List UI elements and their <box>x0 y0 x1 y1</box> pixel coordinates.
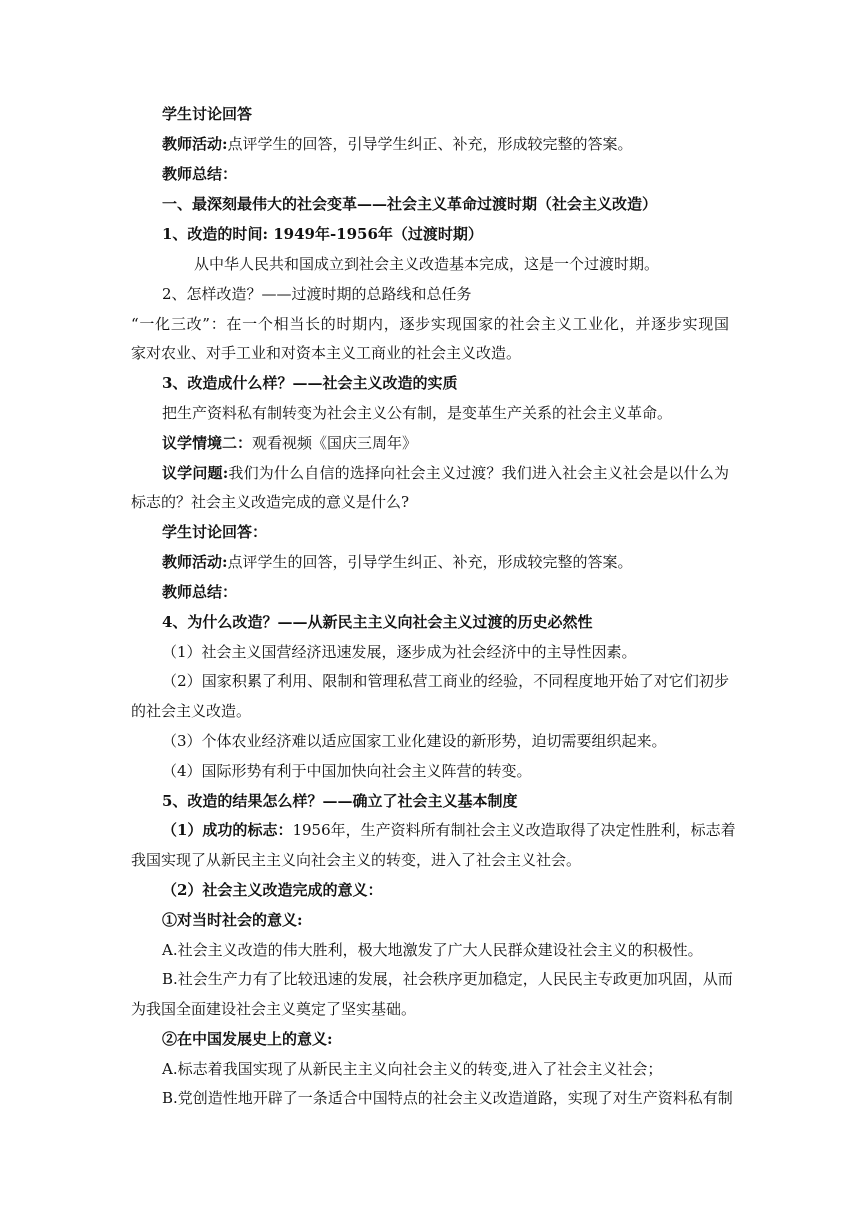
subheading-significance-history: ②在中国发展史上的意义: <box>162 1030 333 1048</box>
heading-student-discussion-1: 学生讨论回答 <box>162 105 253 123</box>
teacher-activity-2: 教师活动:点评学生的回答，引导学生纠正、补充，形成较完整的答案。 <box>162 553 633 571</box>
success-mark-line1: （1）成功的标志：1956年，生产资料所有制社会主义改造取得了决定性胜利，标志着 <box>162 821 736 839</box>
reason-2-line2: 的社会主义改造。 <box>131 702 252 720</box>
significance-then-b-line2: 为我国全面建设社会主义奠定了坚实基础。 <box>131 1000 417 1018</box>
learning-question-line2: 标志的？社会主义改造完成的意义是什么? <box>131 493 410 511</box>
paragraph-one-transformation-line2: 家对农业、对手工业和对资本主义工商业的社会主义改造。 <box>131 344 522 362</box>
learning-scenario-2: 议学情境二：观看视频《国庆三周年》 <box>162 434 418 452</box>
reason-2-line1: （2）国家积累了利用、限制和管理私营工商业的经验，不同程度地开始了对它们初步 <box>162 672 729 690</box>
subheading-reform-significance: （2）社会主义改造完成的意义： <box>162 881 383 899</box>
heading-teacher-summary-1: 教师总结： <box>162 165 238 183</box>
section-heading-1: 一、最深刻最伟大的社会变革——社会主义革命过渡时期（社会主义改造） <box>162 195 658 213</box>
reason-1: （1）社会主义国营经济迅速发展，逐步成为社会经济中的主导性因素。 <box>162 643 637 661</box>
significance-then-a: A.社会主义改造的伟大胜利，极大地激发了广大人民群众建设社会主义的积极性。 <box>162 941 703 959</box>
subheading-significance-then: ①对当时社会的意义: <box>162 911 303 929</box>
significance-history-b: B.党创造性地开辟了一条适合中国特点的社会主义改造道路，实现了对生产资料私有制 <box>162 1089 733 1107</box>
significance-then-b-line1: B.社会生产力有了比较迅速的发展，社会秩序更加稳定，人民民主专政更加巩固，从而 <box>162 970 733 988</box>
subheading-reform-time: 1、改造的时间: 1949年-1956年（过渡时期） <box>162 225 483 243</box>
paragraph-reform-essence: 把生产资料私有制转变为社会主义公有制，是变革生产关系的社会主义革命。 <box>162 404 673 422</box>
teacher-activity-1: 教师活动:点评学生的回答，引导学生纠正、补充，形成较完整的答案。 <box>162 135 633 153</box>
significance-history-a: A.标志着我国实现了从新民主主义向社会主义的转变,进入了社会主义社会； <box>162 1060 663 1078</box>
heading-teacher-summary-2: 教师总结： <box>162 583 238 601</box>
heading-student-discussion-2: 学生讨论回答： <box>162 523 268 541</box>
paragraph-transition-period: 从中华人民共和国成立到社会主义改造基本完成，这是一个过渡时期。 <box>194 255 660 273</box>
paragraph-one-transformation-line1: “一化三改”：在一个相当长的时期内，逐步实现国家的社会主义工业化，并逐步实现国 <box>131 315 729 333</box>
subheading-why-reform: 4、为什么改造？——从新民主主义向社会主义过渡的历史必然性 <box>162 613 593 631</box>
subheading-reform-result: 5、改造的结果怎么样？——确立了社会主义基本制度 <box>162 792 518 810</box>
reason-4: （4）国际形势有利于中国加快向社会主义阵营的转变。 <box>162 762 532 780</box>
learning-question-line1: 议学问题:我们为什么自信的选择向社会主义过渡？我们进入社会主义社会是以什么为 <box>162 464 729 482</box>
subheading-how-reform: 2、怎样改造？——过渡时期的总路线和总任务 <box>162 285 472 303</box>
success-mark-line2: 我国实现了从新民主主义向社会主义的转变，进入了社会主义社会。 <box>131 851 582 869</box>
reason-3: （3）个体农业经济难以适应国家工业化建设的新形势，迫切需要组织起来。 <box>162 732 667 750</box>
subheading-reform-essence: 3、改造成什么样？——社会主义改造的实质 <box>162 374 458 392</box>
